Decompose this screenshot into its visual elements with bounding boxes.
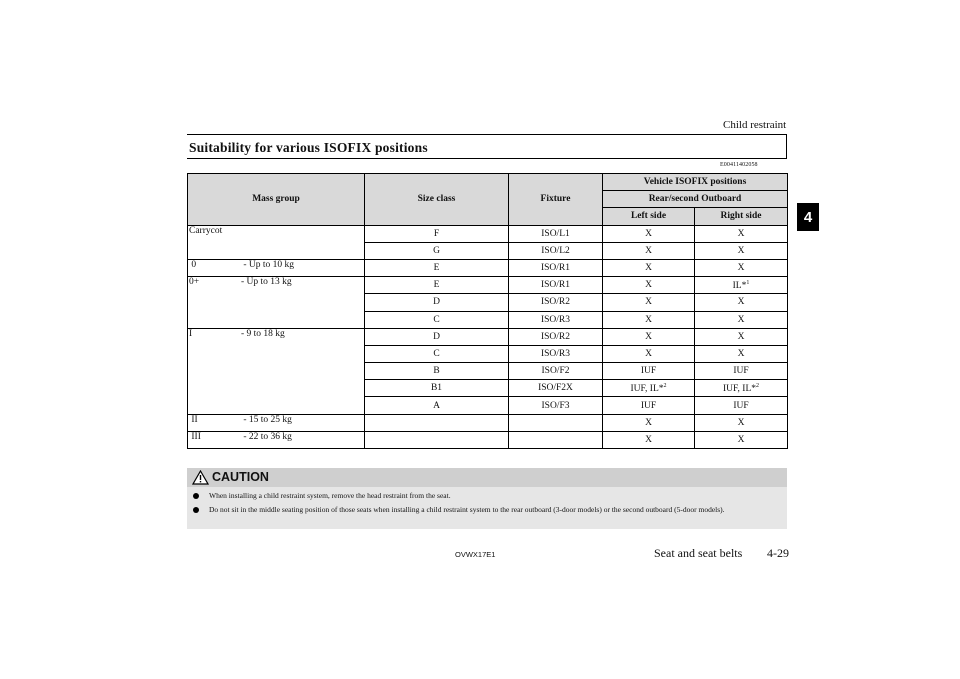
fixture-cell: ISO/R2 bbox=[509, 294, 603, 311]
fixture-cell bbox=[509, 431, 603, 448]
size-class-cell: G bbox=[365, 242, 509, 259]
left-value: IUF bbox=[640, 400, 657, 411]
size-class-cell: E bbox=[365, 259, 509, 276]
mass-group-label: 0 bbox=[191, 259, 197, 270]
size-class-cell: A bbox=[365, 397, 509, 414]
fixture-cell: ISO/F3 bbox=[509, 397, 603, 414]
left-side-cell bbox=[603, 345, 695, 362]
right-value: IUF bbox=[733, 400, 749, 411]
right-value: IL* bbox=[732, 280, 747, 291]
right-side-cell bbox=[695, 345, 788, 362]
size-class-cell: C bbox=[365, 345, 509, 362]
fixture-cell: ISO/R3 bbox=[509, 311, 603, 328]
table-row bbox=[188, 277, 788, 294]
caution-label: CAUTION bbox=[212, 470, 269, 484]
left-value: X bbox=[645, 245, 652, 256]
fixture-cell: ISO/F2X bbox=[509, 380, 603, 397]
right-value: X bbox=[737, 314, 745, 325]
caution-item bbox=[193, 505, 783, 515]
left-side-cell bbox=[603, 328, 695, 345]
size-class-cell: B1 bbox=[365, 380, 509, 397]
size-class-cell: B bbox=[365, 363, 509, 380]
right-value: X bbox=[737, 331, 745, 342]
left-value: IUF, IL* bbox=[630, 383, 664, 394]
fixture-cell: ISO/R1 bbox=[509, 259, 603, 276]
right-side-cell bbox=[695, 397, 788, 414]
fixture-cell: ISO/L1 bbox=[509, 225, 603, 242]
left-value: X bbox=[645, 228, 652, 239]
left-side-cell bbox=[603, 431, 695, 448]
mass-group-cell bbox=[188, 328, 365, 414]
right-value: X bbox=[737, 263, 745, 274]
mass-group-weight: - Up to 13 kg bbox=[241, 277, 292, 288]
right-value: X bbox=[737, 417, 745, 428]
left-side-cell bbox=[603, 414, 695, 431]
fixture-cell: ISO/R1 bbox=[509, 277, 603, 294]
left-side-cell bbox=[603, 242, 695, 259]
mass-group-label: I bbox=[189, 328, 193, 339]
mass-group-cell bbox=[188, 277, 365, 329]
left-value: X bbox=[645, 314, 652, 325]
mass-group-weight: - Up to 10 kg bbox=[243, 259, 295, 270]
left-value: X bbox=[645, 331, 652, 342]
table-row bbox=[188, 431, 788, 448]
mass-group-label: III bbox=[191, 431, 201, 442]
left-side-cell bbox=[603, 397, 695, 414]
right-side-cell bbox=[695, 363, 788, 380]
right-side-cell bbox=[695, 380, 788, 397]
mass-group-weight: - 22 to 36 kg bbox=[243, 431, 292, 442]
size-class-cell: F bbox=[365, 225, 509, 242]
section-header: Child restraint bbox=[723, 119, 787, 131]
right-side-cell bbox=[695, 414, 788, 431]
footnote-marker: 2 bbox=[663, 382, 667, 389]
right-side-cell bbox=[695, 225, 788, 242]
right-side-cell bbox=[695, 259, 788, 276]
left-side-cell bbox=[603, 277, 695, 294]
footnote-marker: 2 bbox=[756, 382, 759, 389]
left-side-cell bbox=[603, 311, 695, 328]
right-side-cell bbox=[695, 242, 788, 259]
chapter-tab: 4 bbox=[797, 203, 819, 231]
right-side-cell bbox=[695, 311, 788, 328]
header-left-side: Left side bbox=[603, 208, 695, 225]
right-side-cell bbox=[695, 277, 788, 294]
header-mass-group: Mass group bbox=[188, 174, 365, 226]
right-side-cell bbox=[695, 328, 788, 345]
footer-chapter: Seat and seat belts bbox=[654, 546, 743, 560]
right-value: X bbox=[737, 348, 745, 359]
caution-item-text: Do not sit in the middle seating position of those seats when installing a child restraint system to the rear outboard (3-door models) or the second outboard (5-door models). bbox=[209, 505, 725, 514]
page-title: Suitability for various ISOFIX positions bbox=[189, 140, 428, 155]
right-value: X bbox=[737, 434, 745, 445]
size-class-cell: E bbox=[365, 277, 509, 294]
left-value: X bbox=[645, 434, 652, 445]
fixture-cell: ISO/R2 bbox=[509, 328, 603, 345]
fixture-cell: ISO/R3 bbox=[509, 345, 603, 362]
header-fixture: Fixture bbox=[509, 174, 603, 226]
bullet-icon bbox=[193, 507, 199, 513]
mass-group-cell bbox=[188, 225, 365, 259]
table-row bbox=[188, 225, 788, 242]
right-value: IUF, IL* bbox=[722, 383, 756, 394]
right-value: X bbox=[737, 297, 745, 308]
left-value: X bbox=[645, 348, 652, 359]
header-right-side: Right side bbox=[695, 208, 788, 225]
fixture-cell: ISO/L2 bbox=[509, 242, 603, 259]
header-size-class: Size class bbox=[365, 174, 509, 226]
bullet-icon bbox=[193, 493, 199, 499]
fixture-cell: ISO/F2 bbox=[509, 363, 603, 380]
mass-group-cell bbox=[188, 414, 365, 431]
left-side-cell bbox=[603, 259, 695, 276]
mass-group-cell bbox=[188, 259, 365, 276]
document-code: E00411402058 bbox=[720, 162, 758, 168]
caution-header bbox=[187, 468, 787, 487]
size-class-cell: C bbox=[365, 311, 509, 328]
size-class-cell: D bbox=[365, 294, 509, 311]
right-side-cell bbox=[695, 431, 788, 448]
mass-group-label: Carrycot bbox=[189, 225, 223, 236]
left-side-cell bbox=[603, 294, 695, 311]
isofix-table bbox=[187, 173, 788, 449]
mass-group-weight: - 15 to 25 kg bbox=[243, 414, 292, 425]
left-side-cell bbox=[603, 225, 695, 242]
right-value: IUF bbox=[733, 366, 749, 377]
mass-group-cell bbox=[188, 431, 365, 448]
header-rear-second-outboard: Rear/second Outboard bbox=[603, 191, 788, 208]
title-rule-top bbox=[187, 134, 787, 135]
title-rule-bottom bbox=[187, 158, 787, 159]
mass-group-label: 0+ bbox=[189, 277, 200, 288]
left-side-cell bbox=[603, 380, 695, 397]
size-class-cell bbox=[365, 414, 509, 431]
left-value: X bbox=[645, 417, 652, 428]
fixture-cell bbox=[509, 414, 603, 431]
left-value: IUF bbox=[640, 366, 657, 377]
left-side-cell bbox=[603, 363, 695, 380]
mass-group-weight: - 9 to 18 kg bbox=[241, 328, 285, 339]
title-rule-right bbox=[786, 134, 787, 158]
right-value: X bbox=[737, 245, 745, 256]
warning-triangle-icon bbox=[192, 470, 209, 485]
footnote-marker: 1 bbox=[746, 279, 750, 286]
mass-group-label: II bbox=[191, 414, 198, 425]
left-value: X bbox=[645, 263, 652, 274]
page-number: 4-29 bbox=[767, 546, 789, 560]
left-value: X bbox=[645, 297, 652, 308]
size-class-cell bbox=[365, 431, 509, 448]
table-row bbox=[188, 414, 788, 431]
size-class-cell: D bbox=[365, 328, 509, 345]
left-value: X bbox=[645, 280, 652, 291]
caution-item-text: When installing a child restraint system, remove the head restraint from the seat. bbox=[209, 491, 451, 500]
table-row bbox=[188, 259, 788, 276]
table-row bbox=[188, 328, 788, 345]
right-value: X bbox=[737, 228, 745, 239]
header-vehicle-positions: Vehicle ISOFIX positions bbox=[603, 174, 788, 191]
footer-code: OVWX17E1 bbox=[455, 550, 496, 559]
caution-item bbox=[193, 491, 783, 501]
right-side-cell bbox=[695, 294, 788, 311]
